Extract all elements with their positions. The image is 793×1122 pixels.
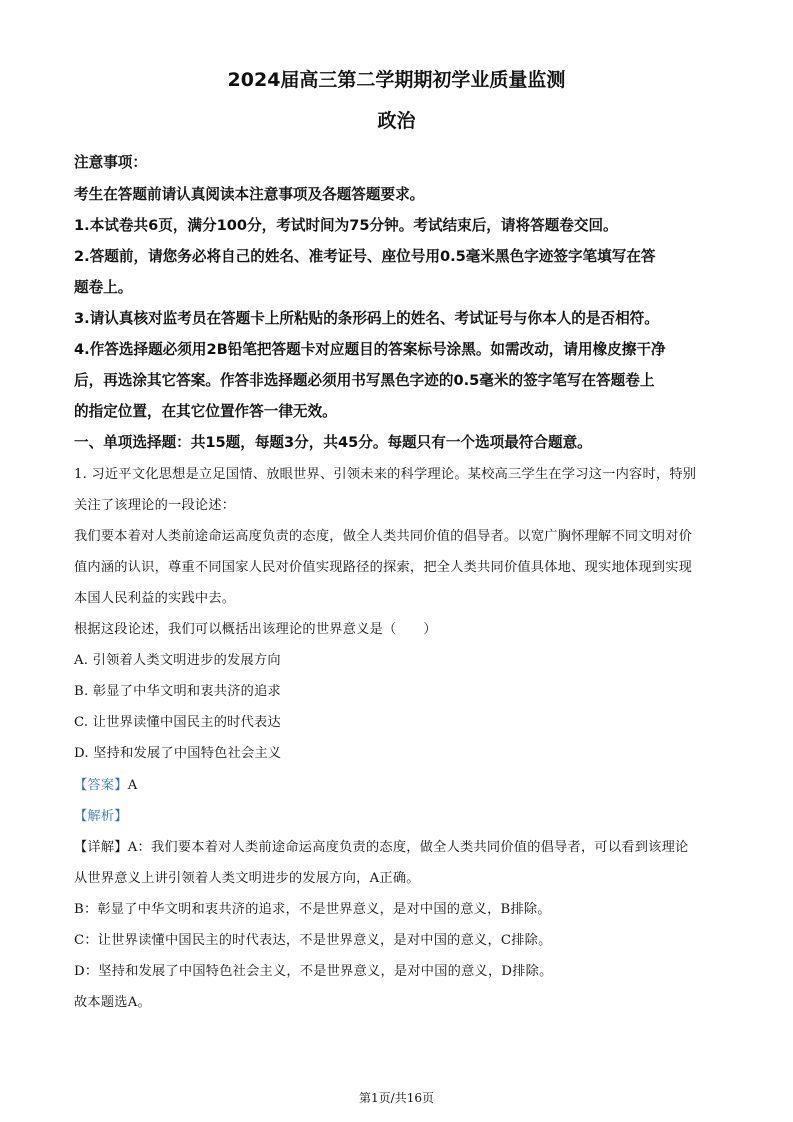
detail-text: A：我们要本着对人类前途命运高度负责的态度，做全人类共同价值的倡导者，可以看到该理论 — [127, 840, 689, 855]
notice-line: 1.本试卷共6页，满分100分，考试时间为75分钟。考试结束后，请将答题卷交回。 — [74, 217, 618, 234]
notice-line: 后，再选涂其它答案。作答非选择题必须用书写黑色字迹的0.5毫米的签字笔写在答题卷上 — [74, 372, 655, 389]
question-stem-line: 值内涵的认识，尊重不同国家人民对价值实现路径的探索，把全人类共同价值具体地、现实地体现到实现 — [74, 560, 693, 575]
subject-title: 政治 — [377, 110, 416, 132]
question-stem-line: 关注了该理论的一段论述： — [74, 498, 236, 513]
option-c: C. 让世界读懂中国民主的时代表达 — [74, 715, 281, 730]
analysis-line — [74, 805, 719, 824]
option-b: B. 彰显了中华文明和衷共济的追求 — [74, 684, 281, 699]
notice-line: 3.请认真核对监考员在答题卡上所粘贴的条形码上的姓名、考试证号与你本人的是否相符。 — [74, 310, 659, 327]
notice-line: 4.作答选择题必须用2B铅笔把答题卡对应题目的答案标号涂黑。如需改动，请用橡皮擦干净 — [74, 341, 666, 358]
question-stem-line: 我们要本着对人类前途命运高度负责的态度，做全人类共同价值的倡导者。以宽广胸怀理解不同文明对价 — [74, 529, 693, 544]
notice-line: 2.答题前，请您务必将自己的姓名、准考证号、座位号用0.5毫米黑色字迹签字笔填写在答 — [74, 248, 656, 265]
detail-line — [74, 836, 719, 855]
answer-value: A — [127, 778, 138, 793]
question-stem-line: 本国人民利益的实践中去。 — [74, 591, 236, 606]
question-prompt: 根据这段论述，我们可以概括出该理论的世界意义是（ ） — [74, 622, 437, 637]
exam-title: 2024届高三第二学期期初学业质量监测 — [227, 69, 566, 91]
question-stem-line: 1. 习近平文化思想是立足国情、放眼世界、引领未来的科学理论。某校高三学生在学习这一内容时，特别 — [74, 467, 697, 482]
detail-line: 从世界意义上讲引领着人类文明进步的发展方向，A正确。 — [74, 871, 420, 886]
answer-tag: 【答案】 — [74, 778, 128, 793]
detail-line: B：彰显了中华文明和衷共济的追求，不是世界意义，是对中国的意义，B排除。 — [74, 902, 551, 917]
option-d: D. 坚持和发展了中国特色社会主义 — [74, 746, 282, 761]
option-a: A. 引领着人类文明进步的发展方向 — [74, 653, 281, 668]
answer-line — [74, 774, 719, 793]
conclusion-line: 故本题选A。 — [74, 995, 151, 1010]
detail-line: D：坚持和发展了中国特色社会主义，不是世界意义，是对中国的意义，D排除。 — [74, 964, 553, 979]
notice-line: 题卷上。 — [74, 279, 133, 296]
analysis-tag: 【解析】 — [74, 809, 128, 824]
detail-line: C：让世界读懂中国民主的时代表达，不是世界意义，是对中国的意义，C排除。 — [74, 933, 552, 948]
notice-line: 的指定位置，在其它位置作答一律无效。 — [74, 403, 337, 420]
notice-heading: 注意事项： — [74, 154, 147, 171]
section-heading: 一、单项选择题：共15题，每题3分，共45分。每题只有一个选项最符合题意。 — [74, 434, 592, 451]
notice-line: 考生在答题前请认真阅读本注意事项及各题答题要求。 — [74, 186, 425, 203]
page-number: 第1页/共16页 — [359, 1091, 434, 1105]
detail-tag: 【详解】 — [74, 840, 128, 855]
